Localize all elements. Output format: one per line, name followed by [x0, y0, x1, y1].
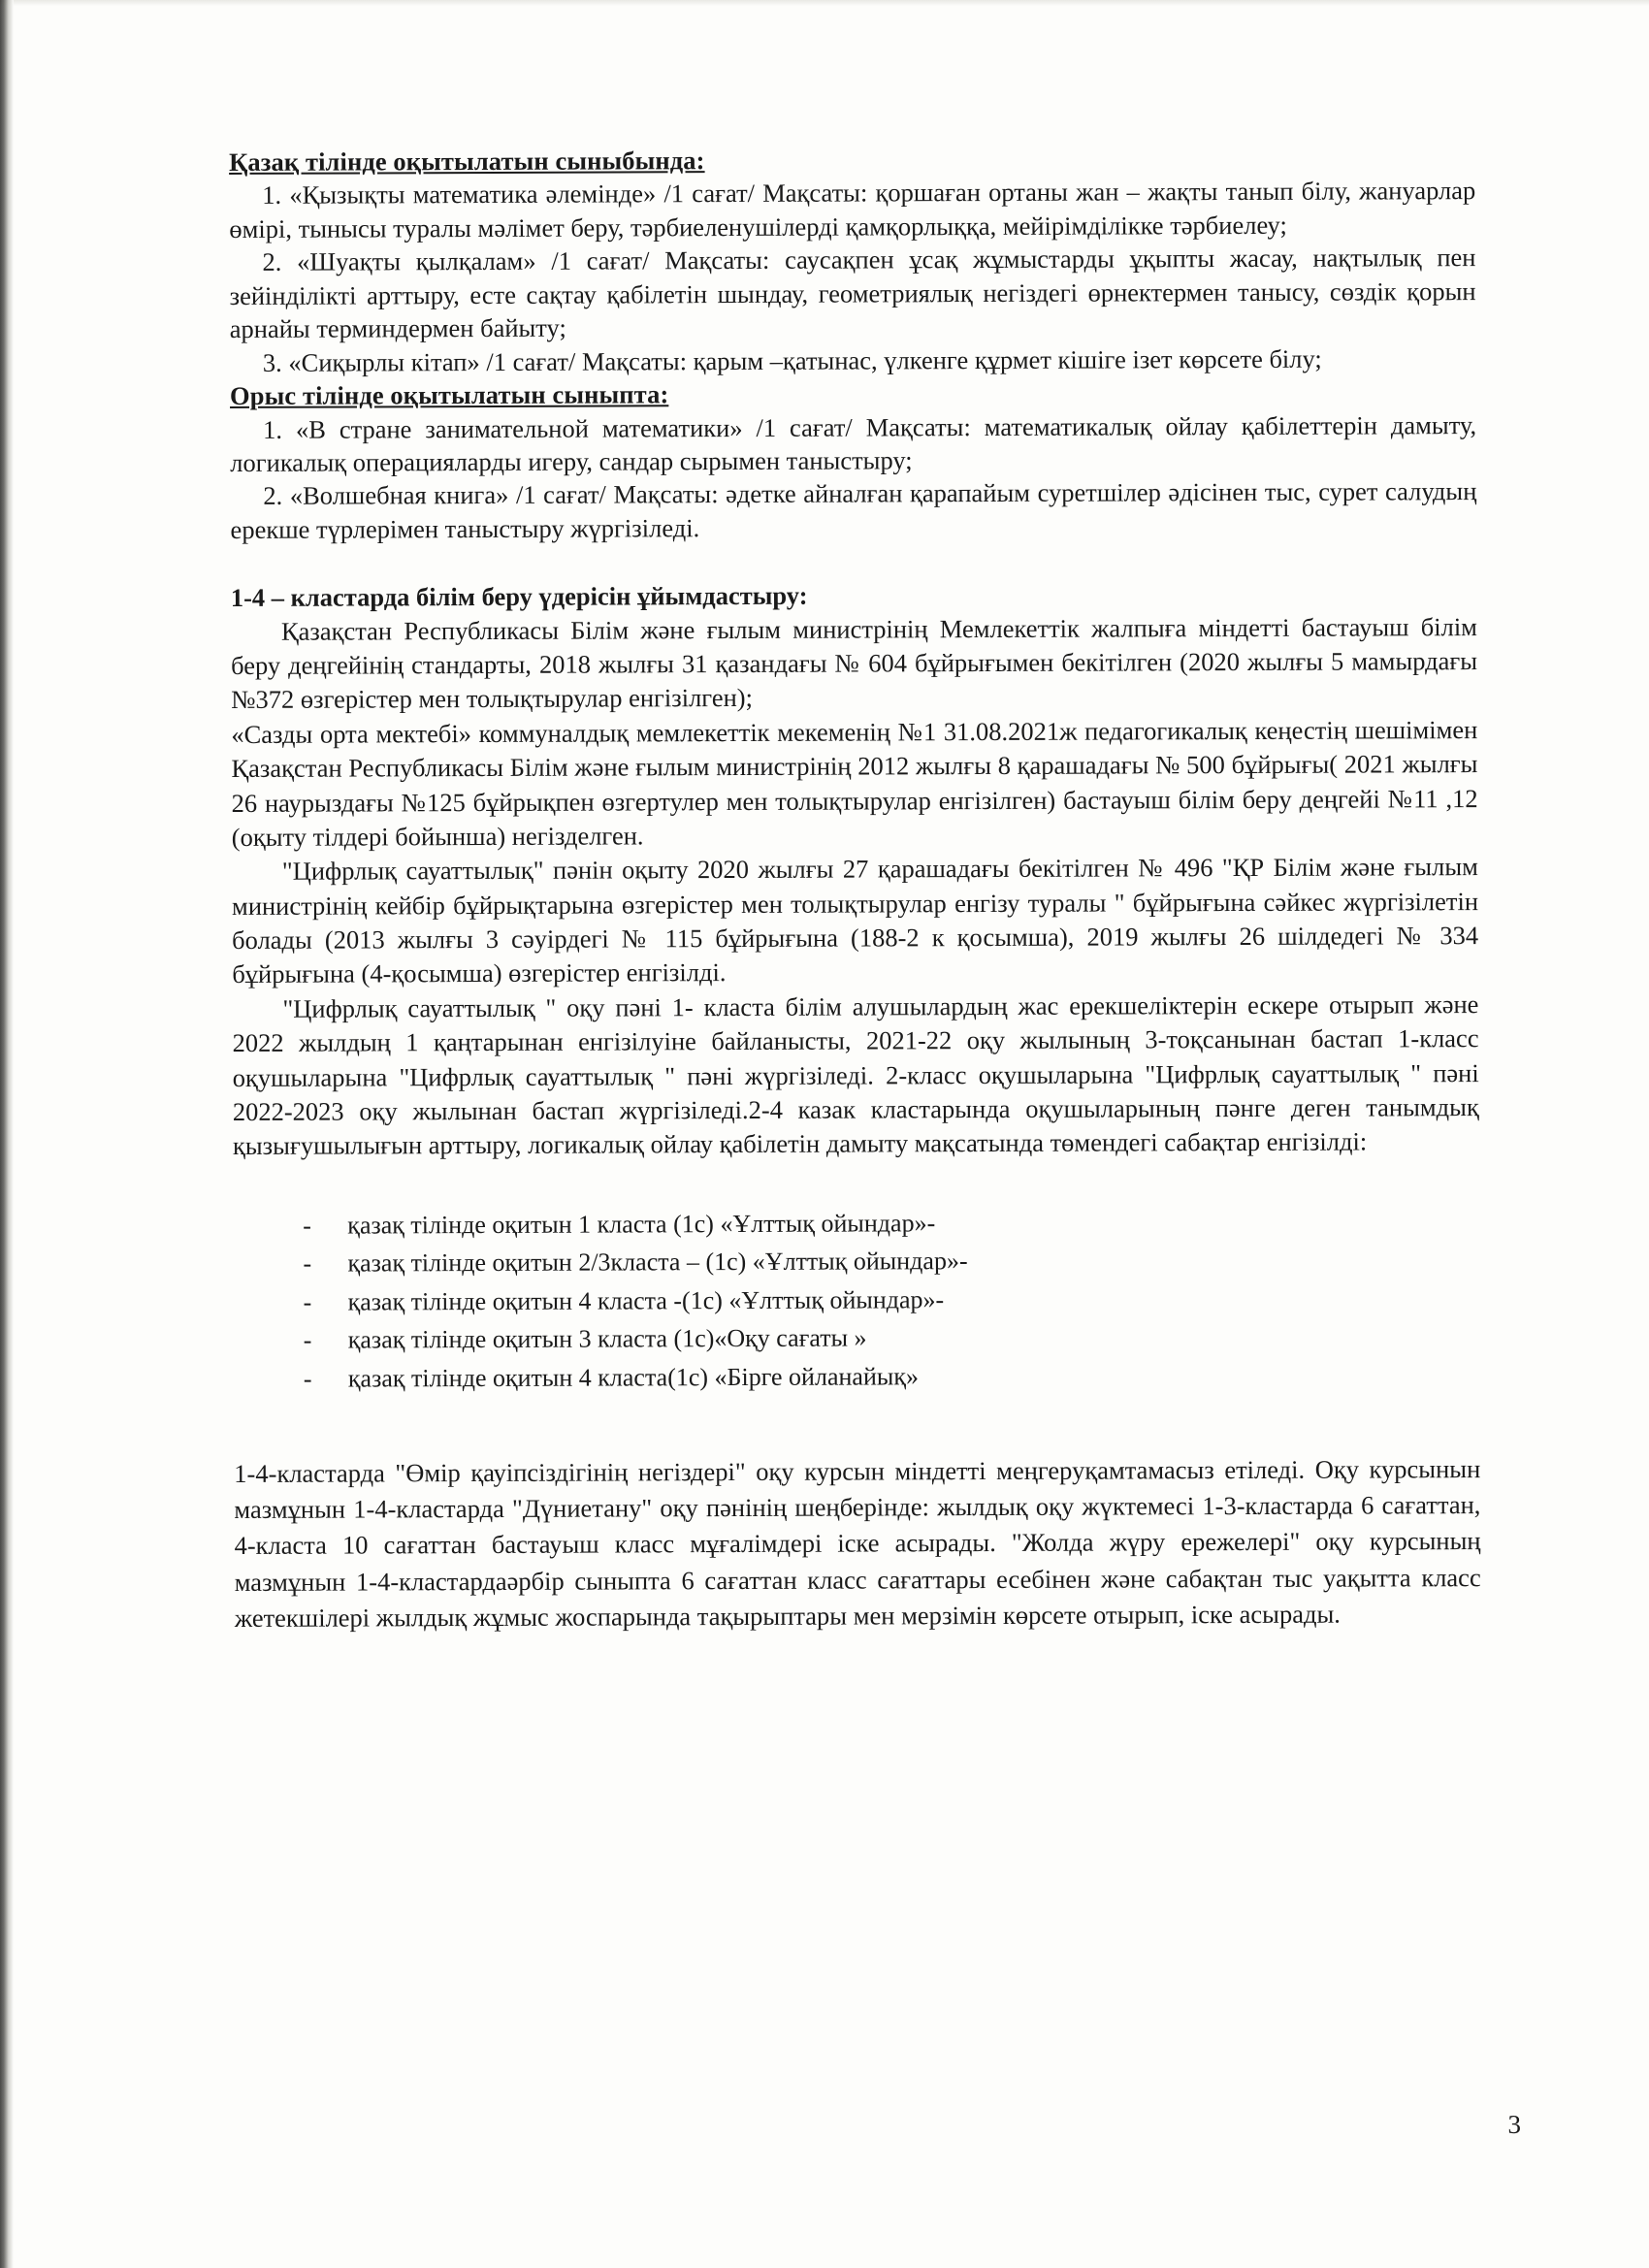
section-grades-list [233, 1202, 1480, 1399]
list-bullet: - [303, 1287, 312, 1316]
list-item-label: қазақ тілінде оқитын 4 класта(1с) «Бірге ойланайық» [347, 1362, 919, 1393]
list-item [234, 1355, 1480, 1398]
page-number: 3 [1507, 2110, 1521, 2139]
section-russian [230, 374, 1477, 546]
list-item-label: қазақ тілінде оқитын 2/3класта – (1с) «Ұлттық ойындар»- [347, 1247, 968, 1278]
spacer [233, 1159, 1479, 1193]
list-item [234, 1316, 1480, 1359]
list-item-label: қазақ тілінде оқитын 3 класта (1с)«Оқу сағаты » [347, 1323, 867, 1354]
section-grades-paragraph-1: Қазақстан Республикасы Білім және ғылым министрінің Мемлекеттік жалпыға міндетті бастауыш білім беру деңгейінің стандарты, 2018 жылғы 31 қазандағы № 604 бұйрығымен бекітілген (2020 жылғы 5 мамырдағы №372 өзгерістер мен толықтырулар енгізілген); [231, 611, 1478, 715]
section-kazakh [229, 141, 1476, 379]
spacer [234, 1393, 1480, 1427]
section-grades [231, 576, 1481, 1636]
list-bullet: - [303, 1248, 312, 1278]
list-item [233, 1240, 1479, 1282]
list-bullet: - [303, 1325, 312, 1354]
scan-edge-top [0, 0, 1649, 6]
section-kazakh-item-3: 3. «Сиқырлы кітап» /1 сағат/ Мақсаты: қарым –қатынас, үлкенге құрмет кішіге ізет көрсете білу; [262, 343, 1322, 377]
list-bullet: - [303, 1211, 312, 1240]
section-kazakh-heading: Қазақ тілінде оқытылатын сыныбында: [229, 146, 705, 177]
section-russian-item-1: 1. «В стране занимательной математики» /1 сағат/ Мақсаты: математикалық ойлау қабілеттерін дамыту, логикалық операцияларды игеру, сандар сырымен таныстыру; [230, 409, 1477, 477]
section-grades-paragraph-3: "Цифрлық сауаттылық" пәнін оқыту 2020 жылғы 27 қарашадағы бекітілген № 496 "ҚР Білім және ғылым министрінің кейбір бұйрықтарына өзгерістер мен толықтырулар енгізу туралы " бұйрығына сәйкес жүргізілетін болады (2013 жылғы 3 сәуірдегі № 115 бұйрығына (188-2 к қосымша), 2019 жылғы 26 шілдедегі № 334 бұйрығына (4-қосымша) өзгерістер енгізілді. [231, 852, 1479, 989]
section-grades-closing [234, 1451, 1481, 1636]
section-russian-heading: Орыс тілінде оқытылатын сыныпта: [229, 379, 669, 411]
document-body [229, 141, 1481, 1636]
list-item [233, 1202, 1479, 1245]
section-grades-heading: 1-4 – кластарда білім беру үдерісін ұйымдастыру: [230, 580, 808, 613]
section-kazakh-item-1: 1. «Қызықты математика әлемінде» /1 сағат/ Мақсаты: қоршаған ортаны жан – жақты танып білу, жануарлар өмірі, тынысы туралы мәлімет беру, тәрбиеленушілерді қамқорлыққа, мейірімділікке тәрбиелеу; [229, 176, 1476, 243]
spacer [234, 1422, 1480, 1456]
scan-edge-left [0, 0, 14, 2268]
list-item-label: қазақ тілінде оқитын 1 класта (1с) «Ұлттық ойындар»- [347, 1208, 936, 1240]
list-item-label: қазақ тілінде оқитын 4 класта -(1с) «Ұлттық ойындар»- [347, 1284, 945, 1316]
section-grades-paragraph-2: «Сазды орта мектебі» коммуналдық мемлекеттік мекеменің №1 31.08.2021ж педагогикалық кеңестің шешімімен Қазақстан Республикасы Білім және ғылым министрінің 2012 жылғы 8 қарашадағы № 500 бұйрығы( 2021 жылғы 26 наурыздағы №125 бұйрықпен өзгертулер мен толықтырулар енгізілген) бастауыш білім беру деңгейі №11 ,12 (оқыту тілдері бойынша) негізделген. [231, 714, 1478, 852]
list-bullet: - [303, 1364, 312, 1393]
section-grades-closing-paragraph-1: 1-4-кластарда "Өмір қауіпсіздігінің негіздері" оқу курсын міндетті меңгеруқамтамасыз етіледі. Оқу курсынын мазмұнын 1-4-кластарда "Дүниетану" оқу пәнінің шеңберінде: жылдық оқу жүктемесі 1-3-кластарда 6 сағаттан, 4-класта 10 сағаттан бастауыш класс мұғалімдері іске асырады. "Жолда жүру ережелері" оқу курсының мазмұнын 1-4-кластардаәрбір сыныпта 6 сағаттан класс сағаттары есебінен және сабақтан тыс уақытта класс жетекшілері жылдық жұмыс жоспарында тақырыптары мен мерзімін көрсете отырып, іске асырады. [234, 1454, 1481, 1633]
section-grades-paragraph-4: "Цифрлық сауаттылық " оқу пәні 1- класта білім алушылардың жас ерекшеліктерін ескере отырып және 2022 жылдың 1 қаңтарынан енгізілуіне байланысты, 2021-22 оқу жылының 3-тоқсанынан бастап 1-класс оқушыларына "Цифрлық сауаттылық " пәні жүргізіледі. 2-класс оқушыларына "Цифрлық сауаттылық " пәні 2022-2023 оқу жылынан бастап жүргізіледі.2-4 казак кластарында оқушыларының пәнге деген танымдық қызығушылығын арттыру, логикалық ойлау қабілетін дамыту мақсатында төмендегі сабақтар енгізілді: [232, 988, 1479, 1161]
section-russian-item-2: 2. «Волшебная книга» /1 сағат/ Мақсаты: әдетке айналған қарапайым суретшілер әдісінен тыс, сурет салудың ерекше түрлерімен таныстыру жүргізіледі. [230, 476, 1477, 544]
list-item [234, 1279, 1480, 1321]
section-kazakh-item-2: 2. «Шуақты қылқалам» /1 сағат/ Мақсаты: саусақпен ұсақ жұмыстарды ұқыпты жасау, нақтылық пен зейінділікті арттыру, есте сақтау қабілетін шындау, геометриялық негіздегі өрнектермен танысу, сөздік қорын арнайы терминдермен байыту; [229, 243, 1476, 344]
